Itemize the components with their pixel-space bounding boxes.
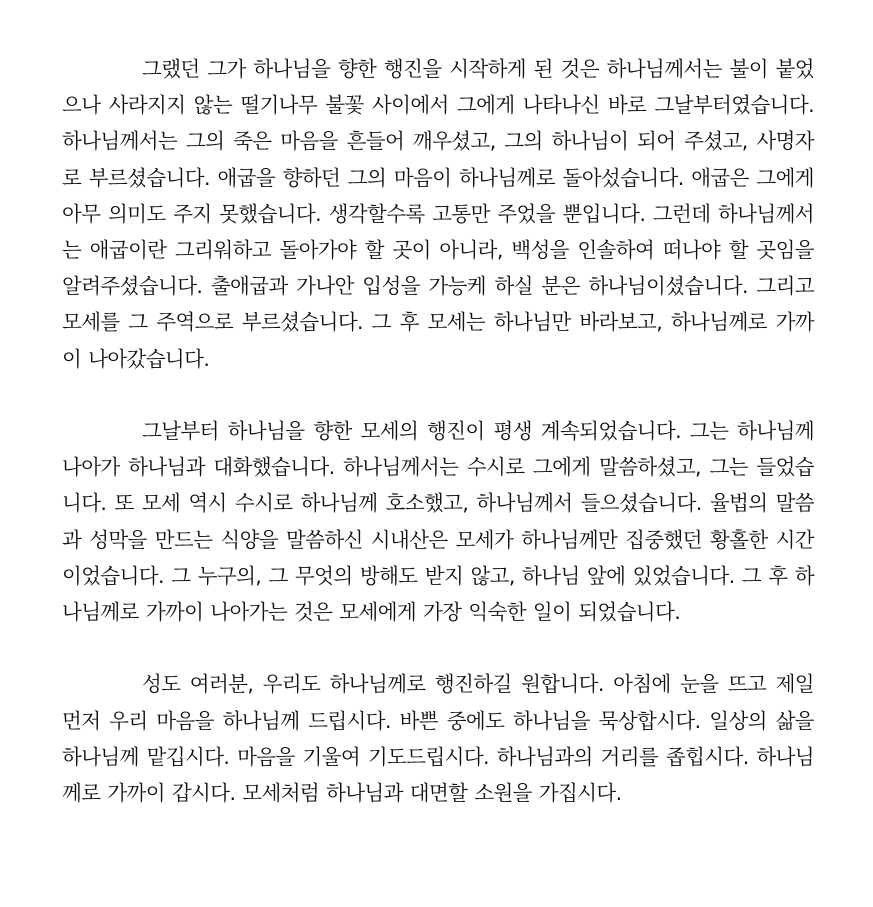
paragraph-1: 그랬던 그가 하나님을 향한 행진을 시작하게 된 것은 하나님께서는 불이 붙었으나 사라지지 않는 떨기나무 불꽃 사이에서 그에게 나타나신 바로 그날부터였습니다. 하나님께서는 그의 죽은 마음을 흔들어 깨우셨고, 그의 하나님이 되어 주셨고, 사명자로 부르셨습니다. 애굽을 향하던 그의 마음이 하나님께로 돌아섰습니다. 애굽은 그에게 아무 의미도 주지 못했습니다. 생각할수록 고통만 주었을 뿐입니다. 그런데 하나님께서는 애굽이란 그리워하고 돌아가야 할 곳이 아니라, 백성을 인솔하여 떠나야 할 곳임을 알려주셨습니다. 출애굽과 가나안 입성을 가능케 하실 분은 하나님이셨습니다. 그리고 모세를 그 주역으로 부르셨습니다. 그 후 모세는 하나님만 바라보고, 하나님께로 가까이 나아갔습니다. bbox=[62, 57, 814, 371]
paragraph-2: 그날부터 하나님을 향한 모세의 행진이 평생 계속되었습니다. 그는 하나님께 나아가 하나님과 대화했습니다. 하나님께서는 수시로 그에게 말씀하셨고, 그는 들었습니다. 또 모세 역시 수시로 하나님께 호소했고, 하나님께서 들으셨습니다. 율법의 말씀과 성막을 만드는 식양을 말씀하신 시내산은 모세가 하나님께만 집중했던 황홀한 시간이었습니다. 그 누구의, 그 무엇의 방해도 받지 않고, 하나님 앞에 있었습니다. 그 후 하나님께로 가까이 나아가는 것은 모세에게 가장 익숙한 일이 되었습니다. bbox=[62, 419, 814, 625]
paragraph-3: 성도 여러분, 우리도 하나님께로 행진하길 원합니다. 아침에 눈을 뜨고 제일 먼저 우리 마음을 하나님께 드립시다. 바쁜 중에도 하나님을 묵상합시다. 일상의 삶을 하나님께 맡깁시다. 마음을 기울여 기도드립시다. 하나님과의 거리를 좁힙시다. 하나님께로 가까이 갑시다. 모세처럼 하나님과 대면할 소원을 가집시다. bbox=[62, 672, 814, 806]
document-body bbox=[62, 51, 814, 811]
